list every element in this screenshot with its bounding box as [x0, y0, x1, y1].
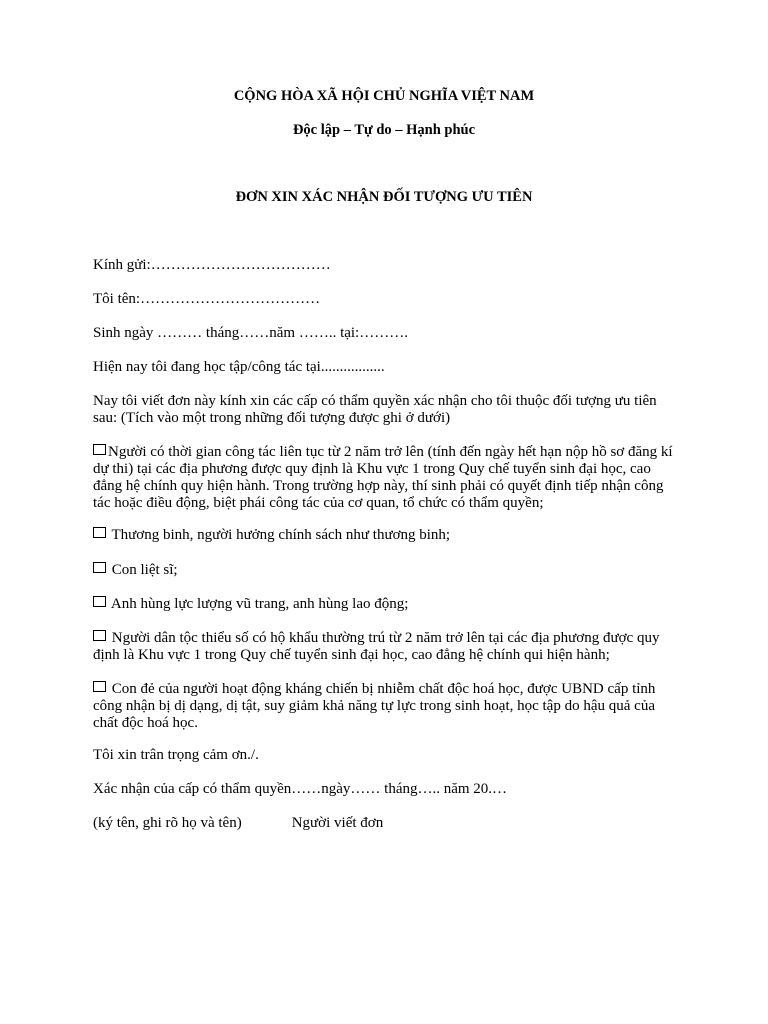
option-item [93, 630, 683, 664]
option-text: Thương binh, người hưởng chính sách như thương binh; [108, 527, 451, 543]
option-checkbox[interactable] [93, 681, 106, 692]
option-item [93, 562, 683, 579]
closing-line: Tôi xin trân trọng cảm ơn./. [93, 747, 259, 763]
option-text: Người dân tộc thiểu số có hộ khẩu thường trú từ 2 năm trở lên tại các địa phương được quy định là Khu vực 1 trong Quy chế tuyển sinh đại học, cao đẳng hệ chính qui hiện hành; [93, 630, 660, 663]
option-checkbox[interactable] [93, 444, 106, 455]
option-item [93, 444, 683, 512]
option-item [93, 596, 683, 613]
option-text: Con đẻ của người hoạt động kháng chiến bị nhiễm chất độc hoá học, được UBND cấp tỉnh công nhận bị dị dạng, dị tật, suy giảm khả năng tự lực trong sinh hoạt, học tập do hậu quả của chất độc hoá học. [93, 681, 656, 731]
signature-row [93, 815, 683, 832]
name-line: Tôi tên:……………………………… [93, 291, 321, 307]
option-checkbox[interactable] [93, 562, 106, 573]
recipient-line: Kính gửi:……………………………… [93, 257, 331, 273]
option-checkbox[interactable] [93, 527, 106, 538]
confirmation-line: Xác nhận của cấp có thẩm quyền……ngày…… tháng….. năm 20.… [93, 781, 508, 797]
national-header: CỘNG HÒA XÃ HỘI CHỦ NGHĨA VIỆT NAM [233, 88, 535, 104]
intro-paragraph: Nay tôi viết đơn này kính xin các cấp có thẩm quyền xác nhận cho tôi thuộc đối tượng ưu tiên sau: (Tích vào một trong những đối tượng được ghi ở dưới) [93, 393, 657, 426]
option-item [93, 527, 683, 544]
option-text: Người có thời gian công tác liên tục từ 2 năm trở lên (tính đến ngày hết hạn nộp hồ sơ đăng kí dự thi) tại các địa phương được quy định là Khu vực 1 trong Quy chế tuyển sinh đại học, cao đẳng hệ chính quy hiện hành. Trong trường hợp này, thí sinh phải có quyết định tiếp nhận công tác hoặc điều động, biệt phái công tác của cơ quan, tổ chức có thẩm quyền; [93, 444, 673, 511]
workplace-line: Hiện nay tôi đang học tập/công tác tại................. [93, 359, 385, 375]
option-item [93, 681, 683, 732]
signature-instruction: (ký tên, ghi rõ họ và tên) [93, 815, 242, 831]
option-checkbox[interactable] [93, 630, 106, 641]
document-title: ĐƠN XIN XÁC NHẬN ĐỐI TƯỢNG ƯU TIÊN [235, 189, 533, 205]
birth-line: Sinh ngày ……… tháng……năm …….. tại:………. [93, 325, 408, 341]
national-motto: Độc lập – Tự do – Hạnh phúc [292, 122, 476, 138]
option-text: Con liệt sĩ; [108, 562, 178, 578]
signature-author-label: Người viết đơn [291, 815, 384, 831]
option-checkbox[interactable] [93, 596, 106, 607]
option-text: Anh hùng lực lượng vũ trang, anh hùng lao động; [108, 596, 409, 612]
